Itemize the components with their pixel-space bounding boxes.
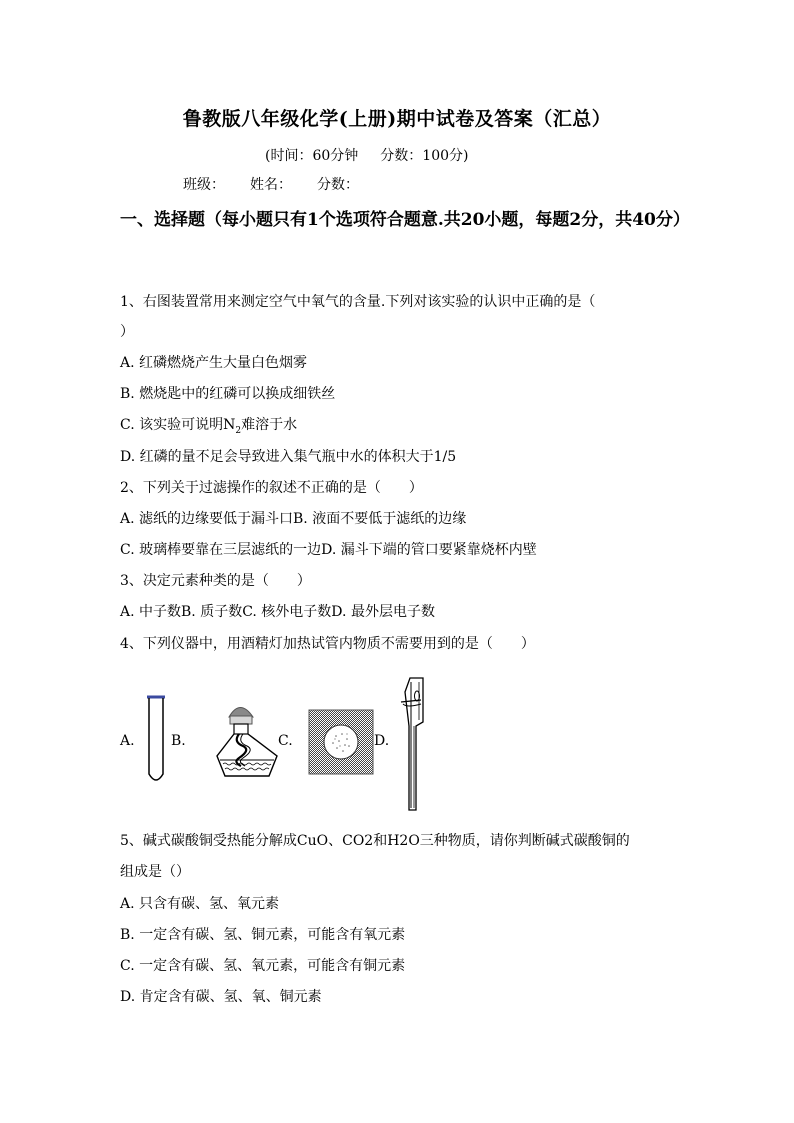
test-tube-icon [144, 694, 168, 786]
alcohol-lamp-icon [213, 700, 281, 780]
q3-options: A. 中子数B. 质子数C. 核外电子数D. 最外层电子数 [120, 604, 435, 620]
q2-options-cd: C. 玻璃棒要靠在三层滤纸的一边D. 漏斗下端的管口要紧靠烧杯内壁 [120, 542, 537, 558]
q4-label-d: D. [374, 733, 390, 749]
page-title: 鲁教版八年级化学(上册)期中试卷及答案（汇总） [182, 108, 612, 130]
q1-option-b: B. 燃烧匙中的红磷可以换成细铁丝 [120, 386, 336, 402]
q5-option-d: D. 肯定含有碳、氢、氧、铜元素 [120, 989, 322, 1005]
q4-label-a: A. [120, 733, 135, 749]
q1-option-c [120, 414, 297, 436]
class-label: 班级： [183, 177, 225, 193]
asbestos-gauze-icon [309, 710, 373, 774]
q5-option-c: C. 一定含有碳、氢、氧元素，可能含有铜元素 [120, 958, 406, 974]
q5-stem: 5、碱式碳酸铜受热能分解成CuO、CO2和H2O三种物质，请你判断碱式碳酸铜的 [120, 833, 630, 849]
q1-option-a: A. 红磷燃烧产生大量白色烟雾 [120, 355, 308, 371]
q1-option-d: D. 红磷的量不足会导致进入集气瓶中水的体积大于1/5 [120, 449, 457, 465]
score-info: 分数：100分) [380, 148, 469, 164]
score-label: 分数： [317, 177, 359, 193]
q1-option-c-sub: 2 [235, 425, 242, 436]
q2-stem: 2、下列关于过滤操作的叙述不正确的是（ ） [120, 480, 423, 496]
q1-stem: 1、右图装置常用来测定空气中氧气的含量.下列对该实验的认识中正确的是（ [120, 294, 596, 310]
q4-label-b: B. [171, 733, 186, 749]
q2-options-ab: A. 滤纸的边缘要低于漏斗口B. 液面不要低于滤纸的边缘 [120, 511, 467, 527]
q1-option-c-post: 难溶于水 [241, 417, 298, 433]
q5-stem-cont: 组成是（） [120, 864, 190, 880]
q5-option-b: B. 一定含有碳、氢、铜元素，可能含有氧元素 [120, 927, 406, 943]
q4-label-c: C. [278, 733, 293, 749]
q5-option-a: A. 只含有碳、氢、氧元素 [120, 896, 280, 912]
test-tube-holder-icon [397, 674, 433, 814]
student-info [183, 174, 384, 194]
name-label: 姓名： [250, 177, 292, 193]
section-heading: 一、选择题（每小题只有1个选项符合题意.共20小题，每题2分，共40分） [120, 210, 690, 230]
time-info: (时间：60分钟 [265, 148, 359, 164]
q3-stem: 3、决定元素种类的是（ ） [120, 573, 311, 589]
q1-stem-cont: ） [120, 324, 134, 340]
q1-option-c-pre: C. 该实验可说明N [120, 417, 236, 433]
exam-meta [265, 145, 490, 165]
q4-stem: 4、下列仪器中，用酒精灯加热试管内物质不需要用到的是（ ） [120, 636, 535, 652]
